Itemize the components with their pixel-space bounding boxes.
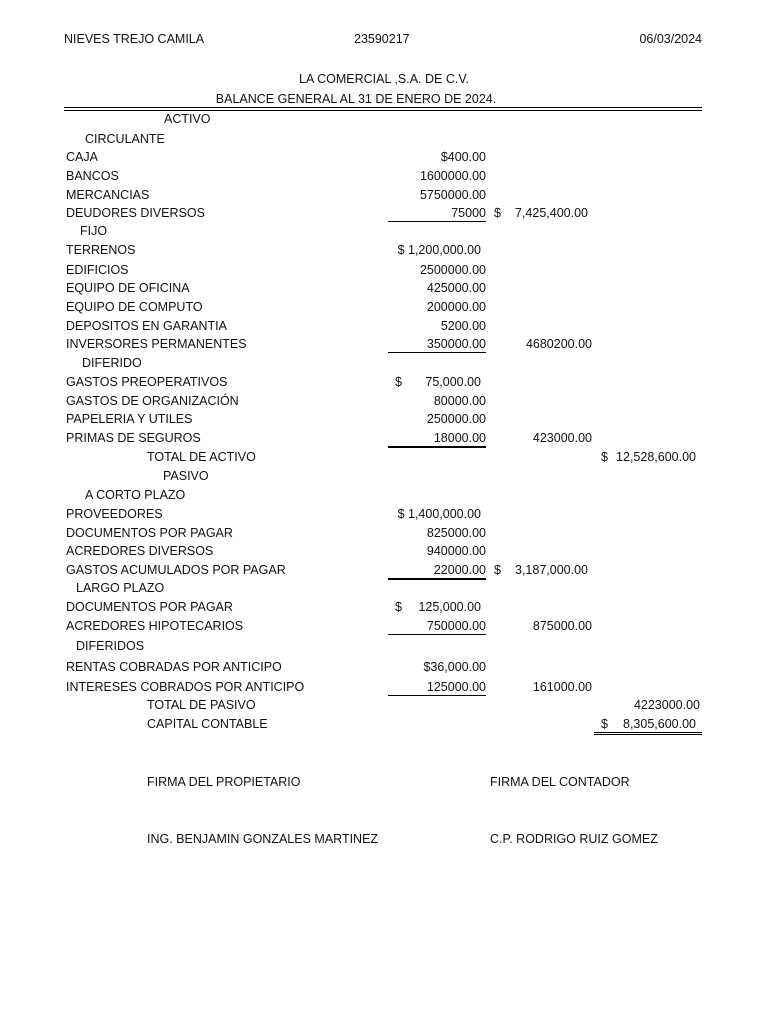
row-amount: 825000.00 <box>426 526 486 540</box>
row-label: ACREDORES HIPOTECARIOS <box>66 619 244 633</box>
row-amount: 750000.00 <box>388 618 486 635</box>
total-activo-label: TOTAL DE ACTIVO <box>147 450 256 464</box>
row-amount: $ 1,200,000.00 <box>397 243 481 257</box>
row-label: DOCUMENTOS POR PAGAR <box>66 526 233 540</box>
total-activo-currency-symbol: $ <box>601 450 608 464</box>
row-amount: 125,000.00 <box>418 600 481 614</box>
row-label: INVERSORES PERMANENTES <box>66 337 247 351</box>
row-amount: 940000.00 <box>426 544 486 558</box>
student-name: NIEVES TREJO CAMILA <box>64 32 205 46</box>
report-title: BALANCE GENERAL AL 31 DE ENERO DE 2024. <box>215 92 497 106</box>
row-amount: $36,000.00 <box>423 660 486 674</box>
circulante-heading: CIRCULANTE <box>85 132 165 146</box>
row-amount: 5750000.00 <box>419 188 486 202</box>
total-pasivo-label: TOTAL DE PASIVO <box>147 698 256 712</box>
fijo-heading: FIJO <box>80 224 108 238</box>
row-amount: 80000.00 <box>433 394 486 408</box>
accountant-signature-label: FIRMA DEL CONTADOR <box>490 775 630 789</box>
row-amount: 350000.00 <box>388 336 486 353</box>
activo-heading: ACTIVO <box>164 112 211 126</box>
row-amount: 75,000.00 <box>425 375 481 389</box>
title-rule-top <box>64 107 702 108</box>
corto-plazo-subtotal: 3,187,000.00 <box>515 563 588 577</box>
row-amount: 18000.00 <box>388 430 486 448</box>
row-label: RENTAS COBRADAS POR ANTICIPO <box>66 660 282 674</box>
row-label: GASTOS ACUMULADOS POR PAGAR <box>66 563 286 577</box>
row-label: PRIMAS DE SEGUROS <box>66 431 201 445</box>
largo-plazo-subtotal: 875000.00 <box>532 619 592 633</box>
row-amount: 125000.00 <box>388 679 486 696</box>
subtotal-currency-symbol: $ <box>494 563 501 577</box>
row-label: PROVEEDORES <box>66 507 163 521</box>
owner-signature-label: FIRMA DEL PROPIETARIO <box>147 775 301 789</box>
corto-plazo-heading: A CORTO PLAZO <box>85 488 186 502</box>
row-label: EQUIPO DE COMPUTO <box>66 300 203 314</box>
subtotal-currency-symbol: $ <box>494 206 501 220</box>
row-amount: 75000 <box>388 205 486 222</box>
row-label: DEPOSITOS EN GARANTIA <box>66 319 227 333</box>
row-amount: 1600000.00 <box>419 169 486 183</box>
document-date: 06/03/2024 <box>639 32 702 46</box>
diferido-subtotal: 423000.00 <box>532 431 592 445</box>
capital-currency-symbol: $ <box>601 717 608 731</box>
title-rule-bottom <box>64 110 702 111</box>
fijo-subtotal: 4680200.00 <box>525 337 592 351</box>
row-label: DOCUMENTOS POR PAGAR <box>66 600 233 614</box>
row-label: BANCOS <box>66 169 119 183</box>
row-amount: 2500000.00 <box>419 263 486 277</box>
row-label: TERRENOS <box>66 243 136 257</box>
row-label: CAJA <box>66 150 98 164</box>
row-label: MERCANCIAS <box>66 188 150 202</box>
row-amount: 425000.00 <box>426 281 486 295</box>
row-label: ACREDORES DIVERSOS <box>66 544 214 558</box>
student-id: 23590217 <box>354 32 410 46</box>
accountant-name: C.P. RODRIGO RUIZ GOMEZ <box>490 832 658 846</box>
pasivo-heading: PASIVO <box>163 469 209 483</box>
row-label: INTERESES COBRADOS POR ANTICIPO <box>66 680 305 694</box>
capital-contable-label: CAPITAL CONTABLE <box>147 717 268 731</box>
total-activo-amount: 12,528,600.00 <box>616 450 696 464</box>
circulante-subtotal: 7,425,400.00 <box>515 206 588 220</box>
company-name: LA COMERCIAL ,S.A. DE C.V. <box>299 72 469 86</box>
row-amount: 200000.00 <box>426 300 486 314</box>
row-label: GASTOS DE ORGANIZACIÓN <box>66 394 239 408</box>
row-amount: 22000.00 <box>388 562 486 580</box>
largo-plazo-heading: LARGO PLAZO <box>76 581 165 595</box>
owner-name: ING. BENJAMIN GONZALES MARTINEZ <box>147 832 379 846</box>
row-currency-symbol: $ <box>395 375 402 389</box>
row-amount: $ 1,400,000.00 <box>397 507 481 521</box>
row-label: EDIFICIOS <box>66 263 129 277</box>
diferido-heading: DIFERIDO <box>82 356 142 370</box>
row-label: EQUIPO DE OFICINA <box>66 281 190 295</box>
diferidos-heading: DIFERIDOS <box>76 639 145 653</box>
total-pasivo-amount: 4223000.00 <box>633 698 700 712</box>
row-amount: $400.00 <box>440 150 486 164</box>
capital-contable-box <box>594 716 702 735</box>
row-label: DEUDORES DIVERSOS <box>66 206 205 220</box>
diferidos-subtotal: 161000.00 <box>532 680 592 694</box>
row-amount: 5200.00 <box>440 319 486 333</box>
capital-contable-amount: 8,305,600.00 <box>623 717 696 731</box>
row-currency-symbol: $ <box>395 600 402 614</box>
row-label: PAPELERIA Y UTILES <box>66 412 193 426</box>
row-amount: 250000.00 <box>426 412 486 426</box>
row-label: GASTOS PREOPERATIVOS <box>66 375 228 389</box>
